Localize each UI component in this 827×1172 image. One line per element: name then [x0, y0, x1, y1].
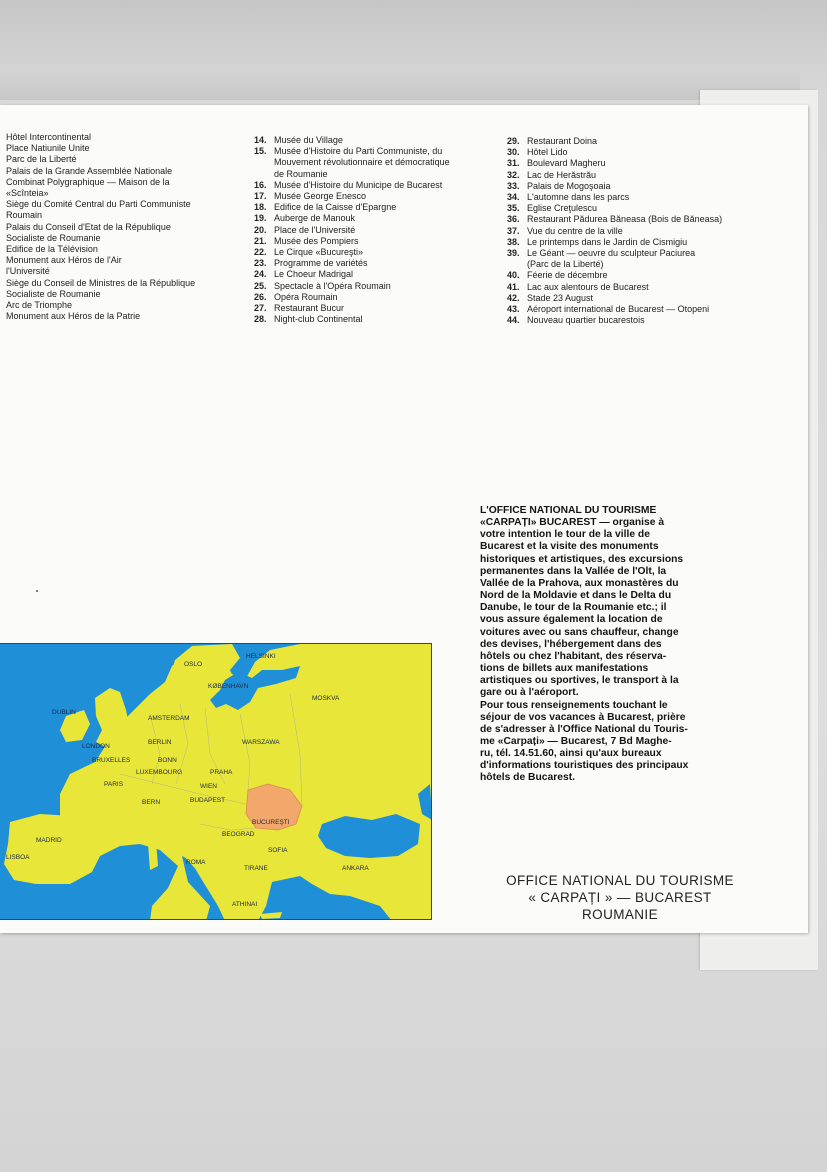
item-number: 36. — [507, 214, 520, 225]
item-number: 35. — [507, 203, 520, 214]
text-line: hôtels de Bucarest. — [480, 772, 575, 784]
text-line: tions de billets aux manifestations — [480, 663, 649, 675]
brochure-page — [0, 105, 808, 933]
list-item: 23. Programme de variétés — [254, 258, 368, 269]
list-item: Combinat Polygraphique — Maison de la — [6, 176, 170, 187]
list-item: 27. Restaurant Bucur — [254, 303, 345, 314]
city-label-amsterdam: AMSTERDAM — [148, 715, 190, 722]
list-item: Socialiste de Roumanie — [6, 232, 101, 243]
item-number: 19. — [254, 213, 267, 224]
item-number: 37. — [507, 225, 520, 236]
city-label-sofia: SOFIA — [268, 847, 288, 854]
list-item: l'Université — [6, 266, 50, 277]
item-number: 43. — [507, 304, 520, 315]
list-item: Siège du Comité Central du Parti Communiste — [6, 199, 191, 210]
list-item: 14. Musée du Village — [254, 135, 343, 145]
list-item: 38. Le printemps dans le Jardin de Cismigiu — [507, 236, 688, 247]
list-item: de Roumanie — [274, 168, 328, 179]
city-label-bruxelles: BRUXELLES — [92, 757, 131, 764]
list-item: 39. Le Géant — oeuvre du sculpteur Paciurea — [507, 248, 696, 259]
item-number: 29. — [507, 136, 520, 146]
list-item: Monument aux Héros de l'Air — [6, 255, 122, 266]
item-number: 24. — [254, 269, 267, 280]
text-line: ru, tél. 14.51.60, ainsi qu'aux bureaux — [480, 748, 662, 760]
item-number: 18. — [254, 202, 267, 213]
item-number: 40. — [507, 270, 520, 281]
text-line: «CARPAȚI» BUCAREST — organise à — [480, 517, 665, 529]
list-item: 33. Palais de Mogoşoaia — [507, 180, 611, 191]
list-item: Hôtel Intercontinental — [6, 132, 92, 142]
list-item: 20. Place de l'Université — [254, 224, 356, 235]
list-item: 36. Restaurant Pădurea Băneasa (Bois de Băneasa) — [507, 214, 723, 225]
list-item: 40. Féerie de décembre — [507, 270, 608, 281]
text-line: permanentes dans la Vallée de l'Olt, la — [480, 565, 667, 577]
city-label-london: LONDON — [82, 743, 110, 750]
text-line: séjour de vos vacances à Bucarest, prière — [480, 711, 686, 723]
list-item: 17. Musée George Enesco — [254, 191, 367, 202]
city-label-bucuresti: BUCUREŞTI — [252, 819, 290, 826]
text-line: vous assure également la location de — [480, 614, 663, 626]
city-label-praha: PRAHA — [210, 769, 233, 776]
text-line: gare ou à l'aéroport. — [480, 687, 579, 699]
list-item: 28. Night-club Continental — [254, 314, 363, 325]
city-label-budapest: BUDAPEST — [190, 797, 226, 804]
item-number: 14. — [254, 135, 267, 145]
list-item: Siège du Conseil de Ministres de la République — [6, 277, 196, 288]
item-number: 23. — [254, 258, 267, 269]
list-item: 34. L'automne dans les parcs — [507, 192, 630, 203]
city-label-tirane: TIRANE — [244, 865, 268, 872]
list-item: 26. Opéra Roumain — [254, 291, 338, 302]
text-line: Pour tous renseignements touchant le — [480, 699, 668, 711]
city-label-paris: PARIS — [104, 781, 124, 788]
list-item: Place Natiunile Unite — [6, 143, 90, 154]
list-item: 42. Stade 23 August — [507, 292, 594, 303]
city-label-berlin: BERLIN — [148, 739, 172, 746]
list-left — [6, 132, 195, 322]
text-line: Bucarest et la visite des monuments — [480, 541, 659, 553]
print-speck — [36, 590, 38, 592]
office-footer — [470, 872, 770, 923]
city-label-roma: ROMA — [186, 859, 206, 866]
list-item: 19. Auberge de Manouk — [254, 213, 356, 224]
text-line: d'informations touristiques des principaux — [480, 760, 689, 772]
footer-line: « CARPAȚI » — BUCAREST — [528, 890, 712, 905]
list-item: 35. Eglise Creţulescu — [507, 203, 598, 214]
text-line: Vallée de la Prahova, aux monastères du — [480, 577, 679, 589]
list-item: 37. Vue du centre de la ville — [507, 225, 623, 236]
text-line: Danube, le tour de la Roumanie etc.; il — [480, 602, 667, 614]
list-item: 24. Le Choeur Madrigal — [254, 269, 354, 280]
city-label-helsinki: HELSINKI — [246, 653, 276, 660]
scan-shadow — [0, 70, 800, 100]
city-label-madrid: MADRID — [36, 837, 62, 844]
text-line: des devises, l'hébergement dans des — [480, 638, 662, 650]
list-item: 44. Nouveau quartier bucarestois — [507, 315, 645, 326]
item-number: 44. — [507, 315, 520, 326]
text-line: me «Carpați» — Bucarest, 7 Bd Maghe- — [480, 735, 672, 747]
item-number: 26. — [254, 291, 267, 302]
list-item: 29. Restaurant Doina — [507, 136, 598, 146]
list-item: 31. Boulevard Magheru — [507, 158, 606, 169]
item-number: 41. — [507, 281, 520, 292]
item-number: 27. — [254, 303, 267, 314]
item-number: 15. — [254, 146, 267, 157]
item-number: 31. — [507, 158, 520, 169]
list-item: Edifice de la Télévision — [6, 244, 98, 255]
city-label-ankara: ANKARA — [342, 865, 369, 872]
footer-line: ROUMANIE — [582, 907, 658, 922]
list-item: Socialiste de Roumanie — [6, 288, 101, 299]
city-label-lisboa: LISBOA — [6, 854, 30, 861]
list-item: 25. Spectacle à l'Opéra Roumain — [254, 280, 391, 291]
list-item: Mouvement révolutionnaire et démocratique — [274, 157, 450, 168]
item-number: 17. — [254, 191, 267, 202]
city-label-moskva: MOSKVA — [312, 695, 340, 702]
office-description — [480, 505, 767, 785]
city-label-athinai: ATHINAI — [232, 901, 258, 908]
city-label-wien: WIEN — [200, 783, 217, 790]
list-right — [507, 136, 722, 326]
text-line: hôtels ou chez l'habitant, des réserva- — [480, 650, 667, 662]
list-item: 21. Musée des Pompiers — [254, 235, 359, 246]
list-item: Parc de la Liberté — [6, 154, 77, 165]
europe-map — [0, 643, 432, 920]
list-item: (Parc de la Liberté) — [527, 259, 604, 270]
item-number: 20. — [254, 224, 267, 235]
text-line: artistiques ou sportives, le transport à la — [480, 675, 679, 687]
item-number: 33. — [507, 180, 520, 191]
list-item: Palais de la Grande Assemblée Nationale — [6, 165, 173, 176]
city-label-kobenhavn: KØBENHAVN — [208, 683, 249, 690]
list-item: Roumain — [6, 210, 43, 221]
city-label-warszawa: WARSZAWA — [242, 739, 280, 746]
city-label-bern: BERN — [142, 799, 161, 806]
list-item: 18. Edifice de la Caisse d'Epargne — [254, 202, 397, 213]
item-number: 34. — [507, 192, 520, 203]
text-line: votre intention le tour de la ville de — [480, 529, 650, 541]
list-item: Monument aux Héros de la Patrie — [6, 311, 141, 322]
item-number: 38. — [507, 236, 520, 247]
list-item: 15. Musée d'Histoire du Parti Communiste, du — [254, 146, 443, 157]
list-item: «Scînteia» — [6, 188, 49, 199]
text-line: voitures avec ou sans chauffeur, change — [480, 626, 679, 638]
text-line: Nord de la Moldavie et dans le Delta du — [480, 590, 672, 602]
list-middle — [254, 135, 450, 325]
item-number: 42. — [507, 292, 520, 303]
text-line: L'OFFICE NATIONAL DU TOURISME — [480, 505, 657, 516]
item-number: 39. — [507, 248, 520, 259]
item-number: 16. — [254, 179, 267, 190]
item-number: 30. — [507, 147, 520, 158]
city-label-oslo: OSLO — [184, 661, 203, 668]
city-label-beograd: BEOGRAD — [222, 831, 255, 838]
text-line: historiques et artistiques, des excursions — [480, 553, 684, 565]
item-number: 21. — [254, 235, 267, 246]
city-label-bonn: BONN — [158, 757, 177, 764]
footer-line: OFFICE NATIONAL DU TOURISME — [506, 873, 734, 888]
text-line: de s'adresser à l'Office National du Touris- — [480, 723, 688, 735]
list-item: 30. Hôtel Lido — [507, 147, 568, 158]
list-item: Palais du Conseil d'Etat de la République — [6, 221, 171, 232]
list-item: 16. Musée d'Histoire du Municipe de Bucarest — [254, 179, 443, 190]
list-item: Arc de Triomphe — [6, 300, 73, 311]
list-item: 22. Le Cirque «Bucureşti» — [254, 247, 364, 258]
item-number: 32. — [507, 169, 520, 180]
item-number: 25. — [254, 280, 267, 291]
list-item: 43. Aéroport international de Bucarest — Otopeni — [507, 304, 710, 315]
item-number: 22. — [254, 247, 267, 258]
city-label-luxembourg: LUXEMBOURG — [136, 769, 183, 776]
list-item: 41. Lac aux alentours de Bucarest — [507, 281, 649, 292]
item-number: 28. — [254, 314, 267, 325]
list-item: 32. Lac de Herăstrău — [507, 169, 597, 180]
city-label-dublin: DUBLIN — [52, 709, 76, 716]
